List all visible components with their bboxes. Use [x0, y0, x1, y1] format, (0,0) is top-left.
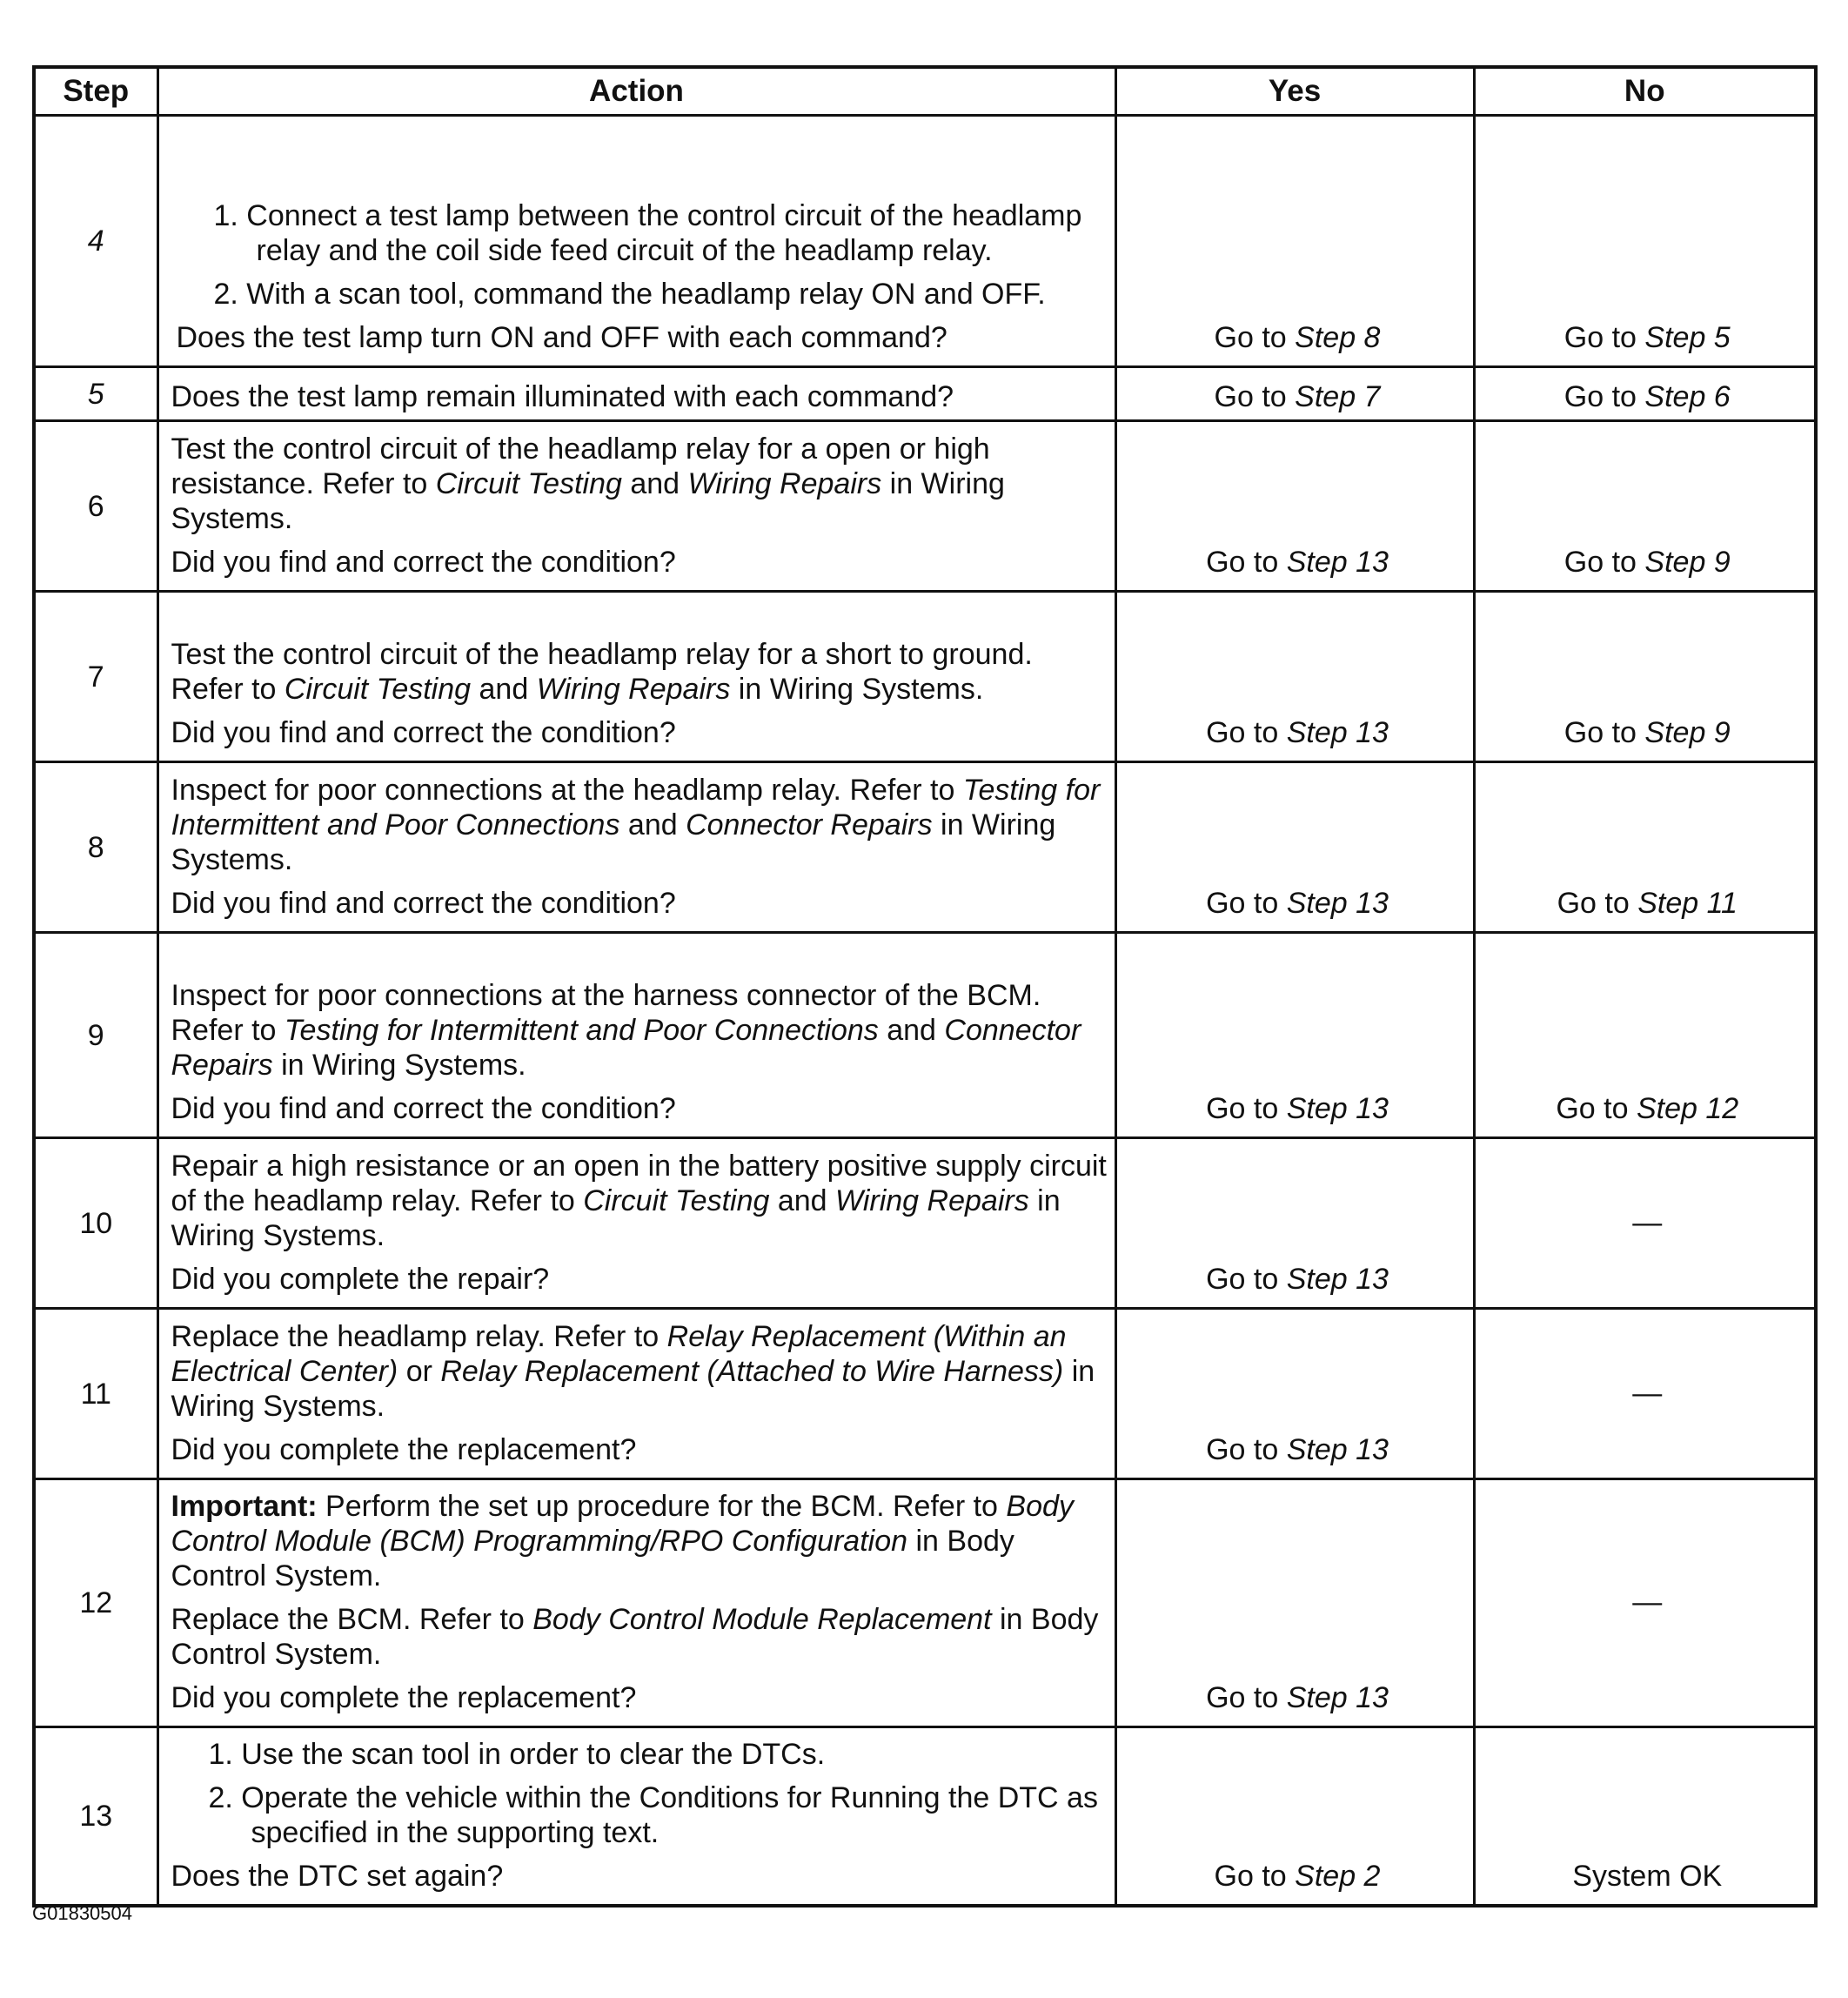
table-row — [34, 592, 1816, 762]
header-action: Action — [157, 67, 1115, 116]
step-number: 6 — [34, 421, 157, 592]
action-question: Does the test lamp remain illuminated with each command? — [171, 380, 954, 413]
no-action-dash: — — [1632, 1205, 1663, 1239]
no-prefix: Go to — [1563, 716, 1637, 749]
yes-cell — [1115, 592, 1474, 762]
no-cell — [1474, 116, 1816, 367]
yes-prefix: Go to — [1206, 1681, 1279, 1714]
no-step-link[interactable]: Step 5 — [1644, 321, 1731, 354]
reference-link[interactable]: Testing for Intermittent and Poor Connections — [171, 774, 1101, 841]
yes-step-link[interactable]: Step 2 — [1295, 1860, 1381, 1893]
action-text: Test the control circuit of the headlamp relay for a open or high resistance. Refer to Circuit Testing and Wiring Repairs in Wiring Systems. — [171, 432, 1005, 535]
step-number: 9 — [34, 933, 157, 1138]
action-cell — [157, 1309, 1115, 1479]
table-row — [34, 367, 1816, 421]
reference-link[interactable]: Wiring Repairs — [687, 467, 882, 500]
action-cell — [157, 592, 1115, 762]
no-step-link[interactable]: Step 9 — [1644, 716, 1731, 749]
reference-link[interactable]: Circuit Testing — [435, 467, 622, 500]
action-cell — [157, 762, 1115, 933]
yes-step-link[interactable]: Step 7 — [1295, 380, 1381, 413]
reference-link[interactable]: Wiring Repairs — [835, 1184, 1029, 1217]
no-cell — [1474, 367, 1816, 421]
no-prefix: Go to — [1563, 321, 1637, 354]
step-number: 11 — [34, 1309, 157, 1479]
yes-prefix: Go to — [1214, 380, 1287, 413]
step-number: 8 — [34, 762, 157, 933]
reference-link[interactable]: Circuit Testing — [284, 673, 472, 706]
yes-cell — [1115, 933, 1474, 1138]
no-step-link[interactable]: Step 6 — [1644, 380, 1731, 413]
reference-link[interactable]: Relay Replacement (Attached to Wire Harness) — [440, 1355, 1064, 1388]
action-question: Does the DTC set again? — [171, 1860, 504, 1893]
no-result-text: System OK — [1572, 1860, 1723, 1893]
yes-cell — [1115, 116, 1474, 367]
yes-step-link[interactable]: Step 13 — [1286, 716, 1389, 749]
action-cell — [157, 367, 1115, 421]
action-text: Inspect for poor connections at the headlamp relay. Refer to Testing for Intermittent and Poor Connections and Connector Repairs in Wiring Systems. — [171, 774, 1101, 876]
yes-cell — [1115, 1727, 1474, 1907]
table-row — [34, 1309, 1816, 1479]
reference-link[interactable]: Testing for Intermittent and Poor Connections — [284, 1014, 879, 1047]
no-cell — [1474, 1309, 1816, 1479]
action-question: Did you find and correct the condition? — [171, 546, 676, 579]
no-step-link[interactable]: Step 9 — [1644, 546, 1731, 579]
reference-link[interactable]: Wiring Repairs — [536, 673, 731, 706]
no-prefix: Go to — [1563, 380, 1637, 413]
table-row — [34, 421, 1816, 592]
action-text: Test the control circuit of the headlamp relay for a short to ground. Refer to Circuit Testing and Wiring Repairs in Wiring Systems. — [171, 638, 1033, 706]
yes-prefix: Go to — [1206, 1092, 1279, 1125]
table-row — [34, 1479, 1816, 1727]
yes-prefix: Go to — [1206, 1433, 1279, 1466]
yes-step-link[interactable]: Step 13 — [1286, 1681, 1389, 1714]
no-prefix: Go to — [1557, 887, 1630, 920]
action-text: Repair a high resistance or an open in the battery positive supply circuit of the headlamp relay. Refer to Circuit Testing and Wiring Repairs in Wiring Systems. — [171, 1150, 1107, 1252]
action-text: Inspect for poor connections at the harness connector of the BCM. Refer to Testing for Intermittent and Poor Connections and Connector Repairs in Wiring Systems. — [171, 979, 1081, 1082]
no-cell — [1474, 762, 1816, 933]
action-question: Did you find and correct the condition? — [171, 716, 676, 749]
yes-step-link[interactable]: Step 8 — [1295, 321, 1381, 354]
reference-link[interactable]: Relay Replacement (Within an Electrical Center) — [171, 1320, 1067, 1388]
yes-prefix: Go to — [1206, 887, 1279, 920]
yes-step-link[interactable]: Step 13 — [1286, 887, 1389, 920]
yes-cell — [1115, 1138, 1474, 1309]
important-note: Important: Perform the set up procedure for the BCM. Refer to Body Control Module (BCM) Programming/RPO Configuration in Body Control System. — [171, 1490, 1074, 1592]
no-action-dash: — — [1632, 1376, 1663, 1410]
action-cell — [157, 1479, 1115, 1727]
reference-link[interactable]: Body Control Module Replacement — [532, 1603, 992, 1636]
action-cell — [157, 1727, 1115, 1907]
reference-link[interactable]: Circuit Testing — [583, 1184, 770, 1217]
no-step-link[interactable]: Step 12 — [1636, 1092, 1739, 1125]
step-number: 10 — [34, 1138, 157, 1309]
table-row — [34, 762, 1816, 933]
no-cell — [1474, 1138, 1816, 1309]
reference-link[interactable]: Connector Repairs — [171, 1014, 1081, 1082]
action-question: Did you find and correct the condition? — [171, 1092, 676, 1125]
action-question: Did you complete the repair? — [171, 1263, 550, 1296]
table-row — [34, 116, 1816, 367]
action-question: Did you complete the replacement? — [171, 1681, 637, 1714]
no-cell — [1474, 933, 1816, 1138]
yes-cell — [1115, 421, 1474, 592]
action-step-item: 2. With a scan tool, command the headlamp relay ON and OFF. — [213, 278, 1046, 311]
action-step-item: 1. Use the scan tool in order to clear the DTCs. — [208, 1738, 826, 1771]
action-cell — [157, 933, 1115, 1138]
yes-cell — [1115, 367, 1474, 421]
yes-step-link[interactable]: Step 13 — [1286, 1433, 1389, 1466]
step-number: 5 — [34, 367, 157, 421]
header-step: Step — [34, 67, 157, 116]
no-cell — [1474, 421, 1816, 592]
yes-cell — [1115, 1309, 1474, 1479]
yes-prefix: Go to — [1206, 716, 1279, 749]
yes-prefix: Go to — [1214, 1860, 1287, 1893]
step-number: 7 — [34, 592, 157, 762]
reference-link[interactable]: Body Control Module (BCM) Programming/RPO Configuration — [171, 1490, 1074, 1558]
table-row — [34, 933, 1816, 1138]
header-row — [34, 67, 1816, 116]
table-row — [34, 1727, 1816, 1907]
no-prefix: Go to — [1563, 546, 1637, 579]
reference-link[interactable]: Connector Repairs — [686, 808, 933, 841]
no-action-dash: — — [1632, 1586, 1663, 1619]
action-cell — [157, 116, 1115, 367]
yes-cell — [1115, 762, 1474, 933]
header-yes: Yes — [1115, 67, 1474, 116]
important-label: Important: — [171, 1490, 318, 1523]
action-question: Did you complete the replacement? — [171, 1433, 637, 1466]
table-row — [34, 1138, 1816, 1309]
no-prefix: Go to — [1556, 1092, 1629, 1125]
action-text: Replace the headlamp relay. Refer to Relay Replacement (Within an Electrical Center) or Relay Replacement (Attached to Wire Harness) in Wiring Systems. — [171, 1320, 1095, 1423]
yes-prefix: Go to — [1206, 546, 1279, 579]
yes-cell — [1115, 1479, 1474, 1727]
step-number: 13 — [34, 1727, 157, 1907]
figure-id: G01830504 — [32, 1902, 132, 1924]
yes-step-link[interactable]: Step 13 — [1286, 1092, 1389, 1125]
action-cell — [157, 421, 1115, 592]
no-step-link[interactable]: Step 11 — [1637, 887, 1738, 920]
no-cell — [1474, 1727, 1816, 1907]
action-question: Did you find and correct the condition? — [171, 887, 676, 920]
step-number: 12 — [34, 1479, 157, 1727]
no-cell — [1474, 1479, 1816, 1727]
yes-step-link[interactable]: Step 13 — [1286, 1263, 1389, 1296]
diagnostic-table — [32, 65, 1818, 1907]
action-text: Replace the BCM. Refer to Body Control Module Replacement in Body Control System. — [171, 1603, 1099, 1671]
yes-step-link[interactable]: Step 13 — [1286, 546, 1389, 579]
action-step-item: 1. Connect a test lamp between the control circuit of the headlamp relay and the coil side feed circuit of the headlamp relay. — [213, 199, 1082, 267]
step-number: 4 — [34, 116, 157, 367]
header-no: No — [1474, 67, 1816, 116]
no-cell — [1474, 592, 1816, 762]
yes-prefix: Go to — [1214, 321, 1287, 354]
yes-prefix: Go to — [1206, 1263, 1279, 1296]
action-cell — [157, 1138, 1115, 1309]
action-step-item: 2. Operate the vehicle within the Conditions for Running the DTC as specified in the supporting text. — [208, 1781, 1098, 1849]
action-question: Does the test lamp turn ON and OFF with each command? — [176, 321, 947, 354]
